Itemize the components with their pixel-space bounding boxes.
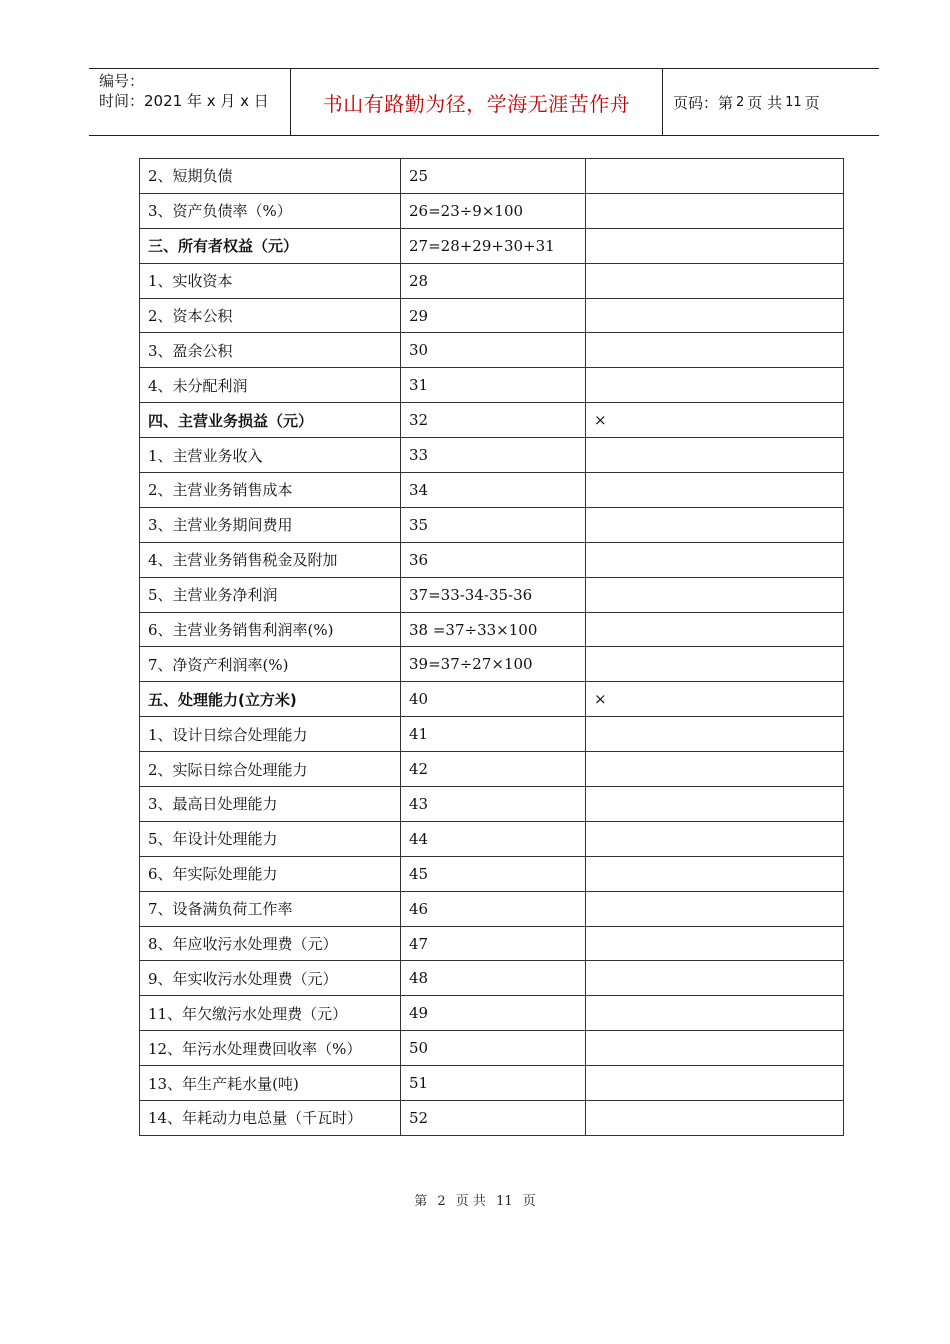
row-item-cell: 7、设备满负荷工作率 <box>140 891 401 926</box>
header-motto: 书山有路勤为径，学海无涯苦作舟 <box>290 69 663 135</box>
row-code-cell: 29 <box>401 298 586 333</box>
table-row <box>140 1066 844 1101</box>
page-total: 11 <box>785 94 802 110</box>
row-code-cell: 51 <box>401 1066 586 1101</box>
table-row <box>140 612 844 647</box>
row-code-cell: 33 <box>401 438 586 473</box>
row-value-cell <box>586 717 844 752</box>
row-code-cell: 32 <box>401 403 586 438</box>
row-item-cell: 5、主营业务净利润 <box>140 577 401 612</box>
row-code-cell: 41 <box>401 717 586 752</box>
row-code-cell: 48 <box>401 961 586 996</box>
table-row <box>140 1031 844 1066</box>
row-item-cell: 四、主营业务损益（元） <box>140 403 401 438</box>
row-value-cell <box>586 542 844 577</box>
row-value-cell <box>586 787 844 822</box>
row-code-cell: 38 =37÷33×100 <box>401 612 586 647</box>
row-item-cell: 14、年耗动力电总量（千瓦时） <box>140 1101 401 1136</box>
row-value-cell <box>586 1031 844 1066</box>
row-code-cell: 50 <box>401 1031 586 1066</box>
row-value-cell <box>586 193 844 228</box>
footer-page-number: 2 <box>437 1194 446 1209</box>
table-row <box>140 891 844 926</box>
table-row <box>140 996 844 1031</box>
row-value-cell <box>586 996 844 1031</box>
table-row <box>140 298 844 333</box>
table-row <box>140 821 844 856</box>
row-code-cell: 47 <box>401 926 586 961</box>
table-row <box>140 647 844 682</box>
row-item-cell: 11、年欠缴污水处理费（元） <box>140 996 401 1031</box>
row-item-cell: 2、短期负债 <box>140 159 401 194</box>
row-code-cell: 27=28+29+30+31 <box>401 228 586 263</box>
table-row <box>140 926 844 961</box>
header-meta <box>89 69 290 135</box>
page-suffix: 页 <box>804 93 820 112</box>
row-value-cell: × <box>586 403 844 438</box>
row-item-cell: 2、实际日综合处理能力 <box>140 752 401 787</box>
table-row <box>140 1101 844 1136</box>
row-value-cell <box>586 752 844 787</box>
table-row <box>140 507 844 542</box>
row-value-cell <box>586 891 844 926</box>
footer-page-total: 11 <box>496 1194 513 1209</box>
table-row <box>140 577 844 612</box>
row-code-cell: 44 <box>401 821 586 856</box>
header-page-info <box>663 69 879 135</box>
table-row <box>140 717 844 752</box>
table-row <box>140 193 844 228</box>
table-row <box>140 473 844 508</box>
row-item-cell: 7、净资产利润率(%) <box>140 647 401 682</box>
row-value-cell <box>586 1066 844 1101</box>
row-item-cell: 6、主营业务销售利润率(%) <box>140 612 401 647</box>
footer-suffix: 页 <box>522 1194 536 1209</box>
row-item-cell: 4、主营业务销售税金及附加 <box>140 542 401 577</box>
row-value-cell <box>586 473 844 508</box>
table-row <box>140 333 844 368</box>
row-value-cell <box>586 228 844 263</box>
row-item-cell: 12、年污水处理费回收率（%） <box>140 1031 401 1066</box>
row-code-cell: 28 <box>401 263 586 298</box>
table-row <box>140 263 844 298</box>
row-item-cell: 2、主营业务销售成本 <box>140 473 401 508</box>
row-value-cell <box>586 368 844 403</box>
indicator-table-body <box>140 159 844 1136</box>
row-item-cell: 8、年应收污水处理费（元） <box>140 926 401 961</box>
row-code-cell: 42 <box>401 752 586 787</box>
row-code-cell: 37=33-34-35-36 <box>401 577 586 612</box>
code-label: 编号： <box>99 72 145 90</box>
time-label: 时间：2021 年 x 月 x 日 <box>99 92 269 110</box>
row-item-cell: 1、实收资本 <box>140 263 401 298</box>
page-mid: 页 共 <box>747 93 783 112</box>
row-code-cell: 26=23÷9×100 <box>401 193 586 228</box>
row-value-cell <box>586 577 844 612</box>
table-row <box>140 159 844 194</box>
row-value-cell: × <box>586 682 844 717</box>
row-value-cell <box>586 438 844 473</box>
row-code-cell: 40 <box>401 682 586 717</box>
row-code-cell: 39=37÷27×100 <box>401 647 586 682</box>
row-value-cell <box>586 821 844 856</box>
row-item-cell: 3、资产负债率（%） <box>140 193 401 228</box>
row-value-cell <box>586 926 844 961</box>
table-row <box>140 787 844 822</box>
row-value-cell <box>586 333 844 368</box>
page-footer <box>0 1190 950 1209</box>
row-code-cell: 52 <box>401 1101 586 1136</box>
table-section-row <box>140 403 844 438</box>
row-code-cell: 36 <box>401 542 586 577</box>
row-item-cell: 五、处理能力(立方米) <box>140 682 401 717</box>
row-code-cell: 45 <box>401 856 586 891</box>
row-item-cell: 1、设计日综合处理能力 <box>140 717 401 752</box>
row-code-cell: 31 <box>401 368 586 403</box>
row-item-cell: 2、资本公积 <box>140 298 401 333</box>
page-prefix: 页码：第 <box>673 93 734 112</box>
row-item-cell: 9、年实收污水处理费（元） <box>140 961 401 996</box>
row-value-cell <box>586 298 844 333</box>
table-section-row <box>140 682 844 717</box>
row-item-cell: 3、主营业务期间费用 <box>140 507 401 542</box>
row-item-cell: 3、盈余公积 <box>140 333 401 368</box>
row-item-cell: 3、最高日处理能力 <box>140 787 401 822</box>
footer-prefix: 第 <box>414 1194 428 1209</box>
row-item-cell: 5、年设计处理能力 <box>140 821 401 856</box>
row-item-cell: 1、主营业务收入 <box>140 438 401 473</box>
table-row <box>140 856 844 891</box>
row-value-cell <box>586 612 844 647</box>
row-code-cell: 46 <box>401 891 586 926</box>
table-section-row <box>140 228 844 263</box>
row-code-cell: 43 <box>401 787 586 822</box>
row-value-cell <box>586 263 844 298</box>
row-value-cell <box>586 856 844 891</box>
row-value-cell <box>586 961 844 996</box>
row-value-cell <box>586 1101 844 1136</box>
row-item-cell: 13、年生产耗水量(吨) <box>140 1066 401 1101</box>
row-item-cell: 4、未分配利润 <box>140 368 401 403</box>
row-code-cell: 25 <box>401 159 586 194</box>
page-header <box>89 68 879 136</box>
table-row <box>140 542 844 577</box>
table-row <box>140 752 844 787</box>
page-number: 2 <box>736 94 745 110</box>
row-code-cell: 49 <box>401 996 586 1031</box>
table-row <box>140 438 844 473</box>
indicator-table <box>139 158 844 1136</box>
row-value-cell <box>586 507 844 542</box>
row-value-cell <box>586 647 844 682</box>
table-row <box>140 961 844 996</box>
row-item-cell: 6、年实际处理能力 <box>140 856 401 891</box>
row-item-cell: 三、所有者权益（元） <box>140 228 401 263</box>
row-value-cell <box>586 159 844 194</box>
row-code-cell: 34 <box>401 473 586 508</box>
row-code-cell: 30 <box>401 333 586 368</box>
footer-mid: 页 共 <box>455 1194 486 1209</box>
table-row <box>140 368 844 403</box>
row-code-cell: 35 <box>401 507 586 542</box>
